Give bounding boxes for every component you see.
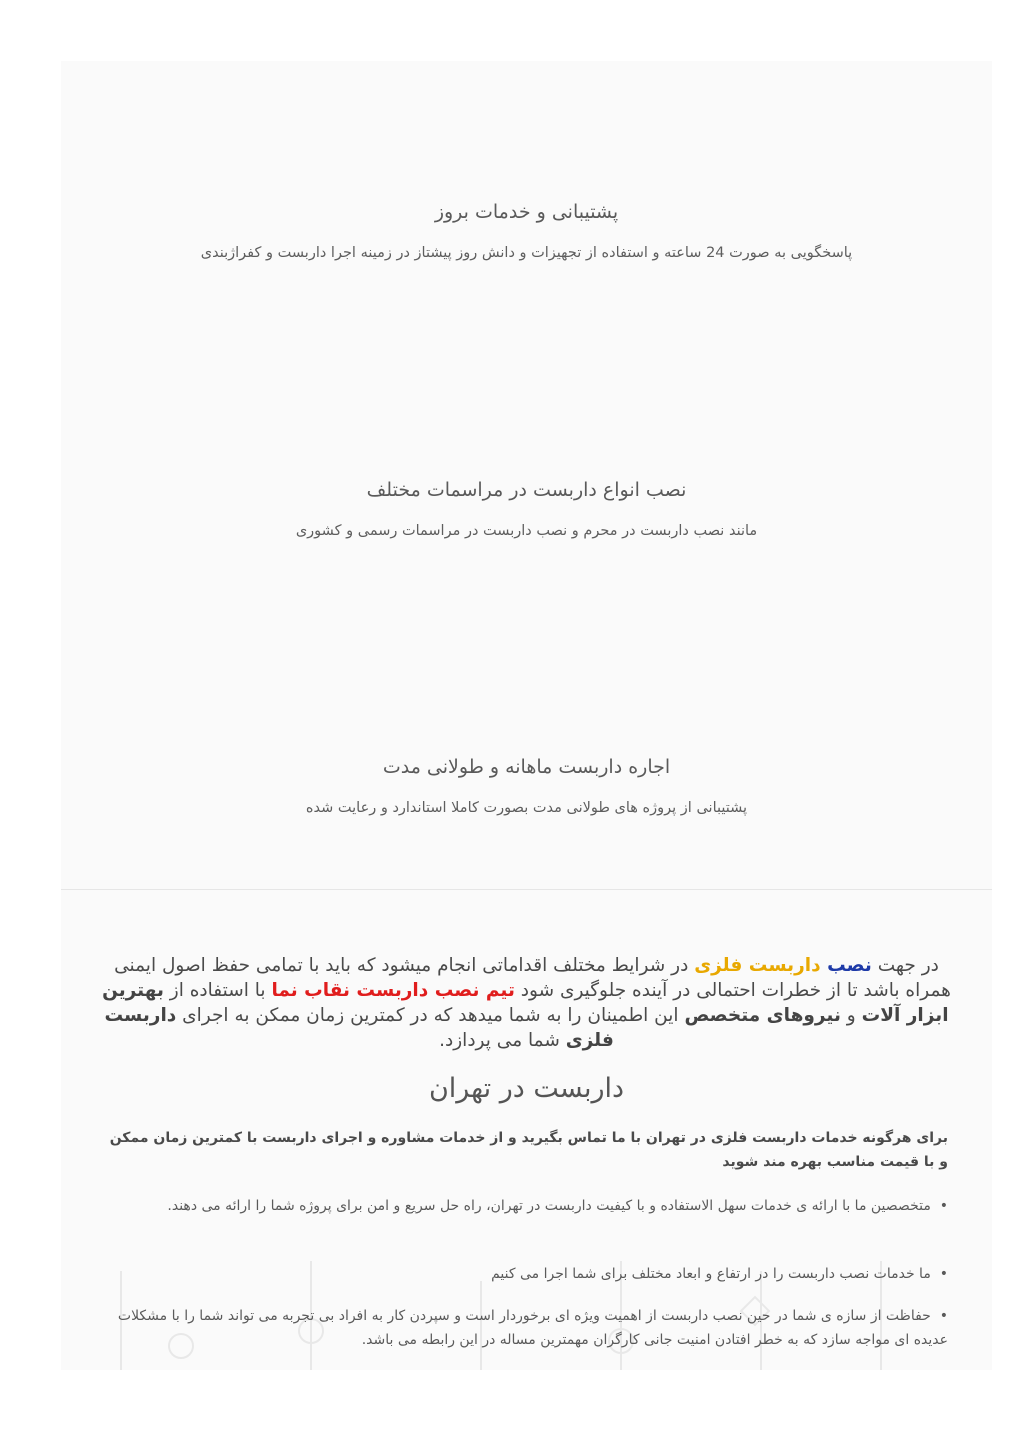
section-lead: برای هرگونه خدمات داربست فلزی در تهران با ما تماس بگیرید و از خدمات مشاوره و اجرای داربست با کمترین زمان ممکن و با قیمت مناسب بهره مند شوید — [109, 1130, 948, 1170]
bullet-marker: • — [939, 1198, 948, 1214]
list-item — [105, 1304, 948, 1352]
intro-text: در جهت — [871, 955, 939, 976]
keyword-link[interactable]: تیم نصب داربست نقاب نما — [271, 980, 515, 1001]
feature-title: نصب انواع داربست در مراسمات مختلف — [366, 479, 687, 501]
feature-ceremony — [61, 479, 992, 539]
list-item — [105, 1262, 948, 1286]
keyword-bold: نیروهای متخصص — [684, 1005, 841, 1026]
intro-text: و — [840, 1005, 862, 1026]
section-divider — [61, 889, 992, 890]
list-item-text: ما خدمات نصب داربست را در ارتفاع و ابعاد مختلف برای شما اجرا می کنیم — [491, 1266, 931, 1282]
feature-desc: پشتیبانی از پروژه های طولانی مدت بصورت کاملا استاندارد و رعایت شده — [305, 800, 748, 816]
feature-title: اجاره داربست ماهانه و طولانی مدت — [382, 756, 671, 778]
content-panel — [61, 61, 992, 1370]
feature-rental — [61, 756, 992, 816]
intro-text: در شرایط مختلف اقداماتی انجام میشود که باید با تمامی حفظ اصول ایمنی همراه باشد تا از خطرات احتمالی در آینده جلوگیری شود — [114, 955, 951, 1001]
feature-desc: پاسخگویی به صورت 24 ساعته و استفاده از تجهیزات و دانش روز پیشتاز در زمینه اجرا داربست و کفراژبندی — [200, 245, 853, 261]
feature-title: پشتیبانی و خدمات بروز — [434, 201, 619, 223]
list-item-text: حفاظت از سازه ی شما در حین نصب داربست از اهمیت ویژه ای برخوردار است و سپردن کار به افراد بی تجربه می تواند شما را با مشکلات عدیده ای مواجه سازد که به خطر افتادن امنیت جانی کارگران مهمترین مساله در این رابطه می باشد. — [117, 1308, 948, 1348]
keyword-bold: داربست فلزی — [104, 1005, 614, 1051]
keyword-link[interactable]: نصب — [827, 955, 872, 976]
intro-paragraph — [101, 953, 952, 1053]
feature-desc: مانند نصب داربست در محرم و نصب داربست در مراسمات رسمی و کشوری — [295, 523, 758, 539]
section-title: داربست در تهران — [428, 1073, 625, 1104]
keyword-bold: بهترین ابزار آلات — [102, 980, 949, 1026]
intro-text: شما می پردازد. — [439, 1030, 566, 1051]
feature-support — [61, 201, 992, 261]
bullet-marker: • — [939, 1266, 948, 1282]
list-item-text: متخصصین ما با ارائه ی خدمات سهل الاستفاده و با کیفیت داربست در تهران، راه حل سریع و امن برای پروژه شما را ارائه می دهند. — [167, 1198, 931, 1214]
intro-text: با استفاده از — [163, 980, 272, 1001]
intro-text: این اطمینان را به شما میدهد که در کمترین زمان ممکن به اجرای — [176, 1005, 685, 1026]
bullet-marker: • — [939, 1308, 948, 1324]
keyword-link[interactable]: داربست فلزی — [694, 955, 828, 976]
list-item — [105, 1194, 948, 1218]
